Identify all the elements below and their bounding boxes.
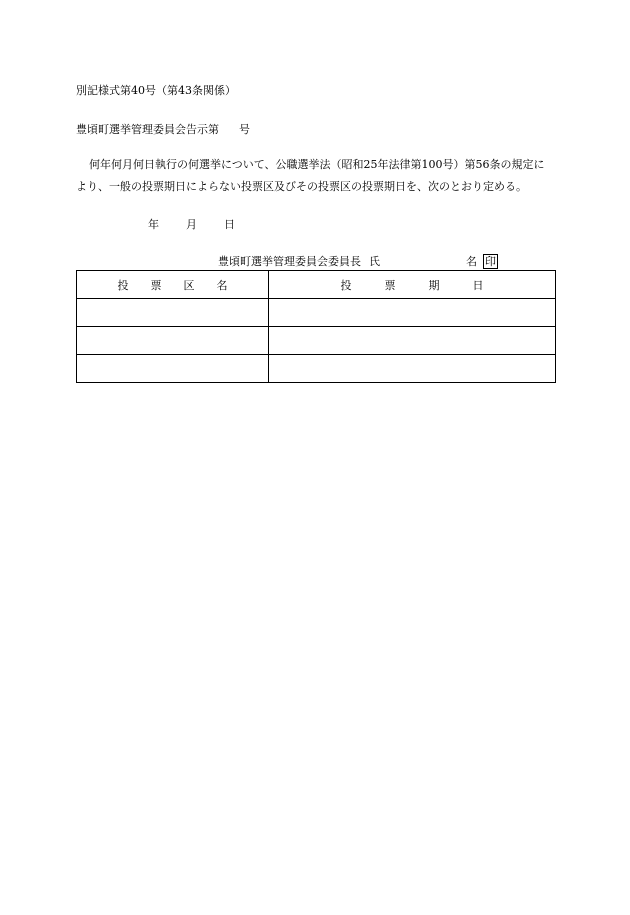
signer-line	[218, 254, 498, 269]
notice-suffix: 号	[239, 123, 250, 136]
voting-date-cell	[269, 327, 556, 355]
body-text-line-2: より、一般の投票期日によらない投票区及びその投票区の投票期日を、次のとおり定める。	[76, 180, 527, 193]
table-row	[77, 327, 556, 355]
notice-number-line	[76, 123, 250, 137]
district-name-cell	[77, 355, 269, 383]
header-district-name: 投 票 区 名	[77, 271, 269, 299]
date-month-label: 月	[186, 218, 197, 231]
seal-mark: 印	[485, 255, 496, 268]
date-year-label: 年	[148, 218, 159, 231]
body-text-line-1: 何年何月何日執行の何選挙について、公職選挙法（昭和25年法律第100号）第56条の規定に	[89, 158, 545, 171]
header-voting-date: 投 票 期 日	[269, 271, 556, 299]
date-day-label: 日	[224, 218, 235, 231]
table-header-row	[77, 271, 556, 299]
date-line	[148, 218, 235, 232]
voting-date-cell	[269, 355, 556, 383]
polling-district-table	[76, 270, 556, 383]
voting-date-cell	[269, 299, 556, 327]
name-label-second: 名	[466, 255, 477, 268]
table-row	[77, 355, 556, 383]
district-name-cell	[77, 299, 269, 327]
signer-title: 豊頃町選挙管理委員会委員長	[218, 255, 361, 268]
form-reference: 別記様式第40号（第43条関係）	[76, 84, 236, 97]
name-label-first: 氏	[369, 255, 380, 268]
table-row	[77, 299, 556, 327]
notice-prefix: 豊頃町選挙管理委員会告示第	[76, 123, 219, 136]
district-name-cell	[77, 327, 269, 355]
